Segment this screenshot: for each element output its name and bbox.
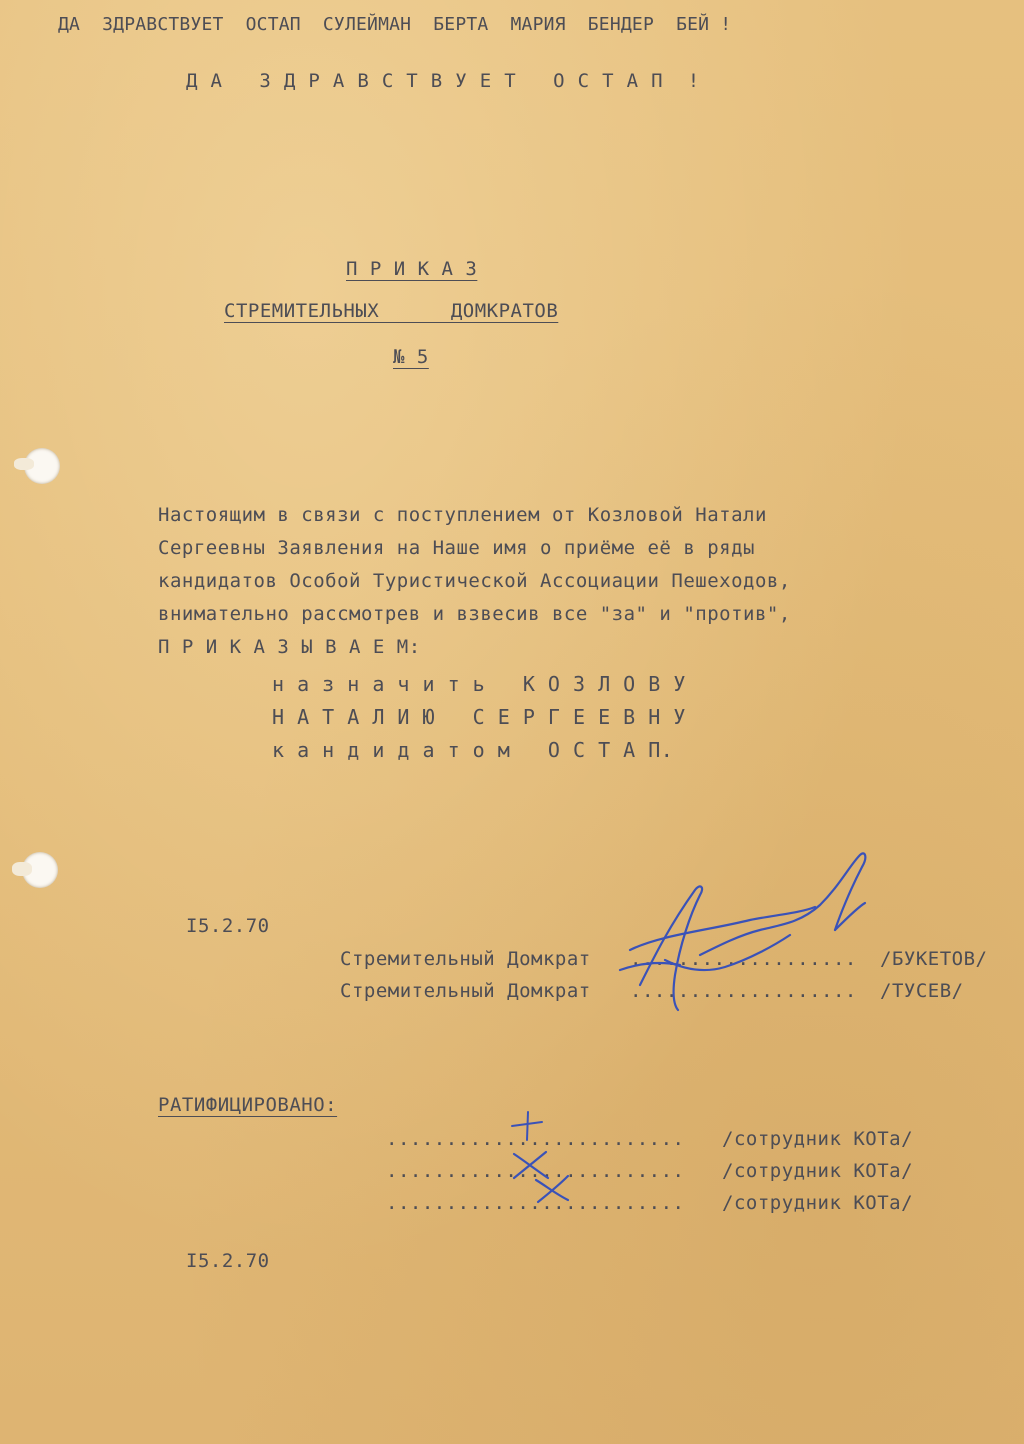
- ratification-role-3: /сотрудник КОТа/: [722, 1192, 914, 1214]
- signature-dots-1: ...................: [630, 948, 857, 970]
- ratification-dots-1: .........................: [386, 1128, 685, 1150]
- signature-role-1: Стремительный Домкрат: [340, 948, 591, 970]
- header-line-1: ДА ЗДРАВСТВУЕТ ОСТАП СУЛЕЙМАН БЕРТА МАРИЯ БЕНДЕР БЕЙ !: [58, 14, 732, 35]
- order-line-1: н а з н а ч и т ь К О З Л О В У: [272, 672, 686, 696]
- order-subtitle: СТРЕМИТЕЛЬНЫХ ДОМКРАТОВ: [224, 300, 559, 322]
- punch-hole-tear-top: [14, 458, 34, 470]
- body-line-1: Настоящим в связи с поступлением от Козловой Натали: [158, 504, 767, 526]
- body-line-5: П Р И К А З Ы В А Е М:: [158, 636, 421, 658]
- ratification-role-2: /сотрудник КОТа/: [722, 1160, 914, 1182]
- pen-mark-plus: [508, 1110, 548, 1144]
- signature-role-2: Стремительный Домкрат: [340, 980, 591, 1002]
- order-line-2: Н А Т А Л И Ю С Е Р Г Е Е В Н У: [272, 705, 686, 729]
- order-title: П Р И К А З: [346, 258, 478, 280]
- ratification-label: РАТИФИЦИРОВАНО:: [158, 1094, 338, 1116]
- ratification-role-1: /сотрудник КОТа/: [722, 1128, 914, 1150]
- punch-hole-tear-bottom: [12, 862, 32, 876]
- body-line-2: Сергеевны Заявления на Наше имя о приёме её в ряды: [158, 537, 755, 559]
- order-number: № 5: [393, 346, 429, 368]
- body-line-3: кандидатов Особой Туристической Ассоциации Пешеходов,: [158, 570, 791, 592]
- signature-name-2: /ТУСЕВ/: [880, 980, 964, 1002]
- ratification-dots-2: .........................: [386, 1160, 685, 1182]
- pen-mark-cross-2: [530, 1172, 574, 1206]
- handwritten-signature: [600, 835, 900, 1035]
- ratification-dots-3: .........................: [386, 1192, 685, 1214]
- ratification-date: I5.2.70: [186, 1250, 270, 1272]
- order-line-3: к а н д и д а т о м О С Т А П.: [272, 738, 674, 762]
- header-line-2: Д А З Д Р А В С Т В У Е Т О С Т А П !: [186, 70, 701, 92]
- signature-dots-2: ...................: [630, 980, 857, 1002]
- signature-date: I5.2.70: [186, 915, 270, 937]
- body-line-4: внимательно рассмотрев и взвесив все "за" и "против",: [158, 603, 791, 625]
- signature-name-1: /БУКЕТОВ/: [880, 948, 988, 970]
